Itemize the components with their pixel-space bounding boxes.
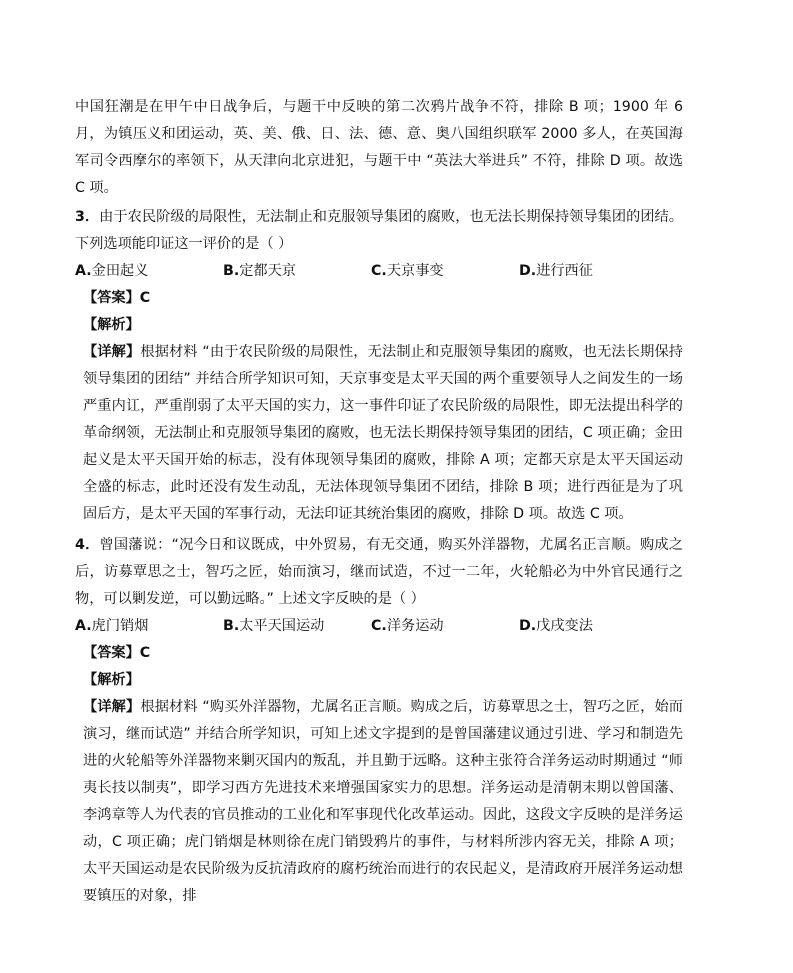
question-3-answer: 【答案】C [83,290,151,306]
question-3-option-c: C.天京事变 [371,263,444,279]
question-3-option-a: A.金田起义 [75,263,149,279]
question-3-option-d: D.进行西征 [519,263,593,279]
question-3-options [75,258,683,285]
question-4-number: 4． [75,537,100,553]
question-4-option-d: D.戊戌变法 [519,618,593,634]
question-4-answer: 【答案】C [83,645,151,661]
continued-paragraph: 中国狂潮是在甲午中日战争后，与题干中反映的第二次鸦片战争不符，排除 B 项；1900 年 6 月，为镇压义和团运动，英、美、俄、日、法、德、意、奥八国组织联军 2000 多人，在英国海军司令西摩尔的率领下，从天津向北京进犯，与题干中 “英法大举进兵” 不符，排除 D 项。故选 C 项。 [75,99,683,196]
question-4-detail: 【详解】根据材料 “购买外洋器物，尤属名正言顺。购成之后，访募覃思之士，智巧之匠，始而演习，继而试造” 并结合所学知识，可知上述文字提到的是曾国藩建议通过引进、学习和制造先进的火轮船等外洋器物来剿灭国内的叛乱，并且勤于远略。这种主张符合洋务运动时期通过 “师夷长技以制夷”，即学习西方先进技术来增强国家实力的思想。洋务运动是清朝末期以曾国藩、李鸿章等人为代表的官员推动的工业化和军事现代化改革运动。因此，这段文字反映的是洋务运动，C 项正确；虎门销烟是林则徐在虎门销毁鸦片的事件，与材料所涉内容无关，排除 A 项；太平天国运动是农民阶级为反抗清政府的腐朽统治而进行的农民起义，是清政府开展洋务运动想要镇压的对象，排 [83,699,683,904]
question-4-text: 曾国藩说：“况今日和议既成，中外贸易，有无交通，购买外洋器物，尤属名正言顺。购成之后，访募覃思之士，智巧之匠，始而演习，继而试造，不过一二年，火轮船必为中外官民通行之物，可以剿发逆，可以勤远略。” 上述文字反映的是（ ） [75,537,683,607]
question-3-option-b: B.定都天京 [223,263,296,279]
question-3-stem [75,204,683,258]
question-3-detail: 【详解】根据材料 “由于农民阶级的局限性，无法制止和克服领导集团的腐败，也无法长期保持领导集团的团结” 并结合所学知识可知，天京事变是太平天国的两个重要领导人之间发生的一场严重内讧，严重削弱了太平天国的实力，这一事件印证了农民阶级的局限性，即无法提出科学的革命纲领，无法制止和克服领导集团的腐败，也无法长期保持领导集团的团结，C 项正确；金田起义是太平天国开始的标志，没有体现领导集团的腐败，排除 A 项；定都天京是太平天国运动全盛的标志，此时还没有发生动乱，无法体现领导集团不团结，排除 B 项；进行西征是为了巩固后方，是太平天国的军事行动，无法印证其统治集团的腐败，排除 D 项。故选 C 项。 [83,344,683,522]
question-4-stem [75,532,683,613]
question-3-number: 3． [75,209,100,225]
question-4-option-c: C.洋务运动 [371,618,444,634]
question-4-analysis-label: 【解析】 [83,672,140,688]
question-4-option-b: B.太平天国运动 [223,618,325,634]
question-4-options [75,613,683,640]
question-4-option-a: A.虎门销烟 [75,618,149,634]
question-3-analysis-label: 【解析】 [83,317,140,333]
document-content [75,94,683,910]
question-3-text: 由于农民阶级的局限性，无法制止和克服领导集团的腐败，也无法长期保持领导集团的团结。下列选项能印证这一评价的是（ ） [75,209,683,252]
